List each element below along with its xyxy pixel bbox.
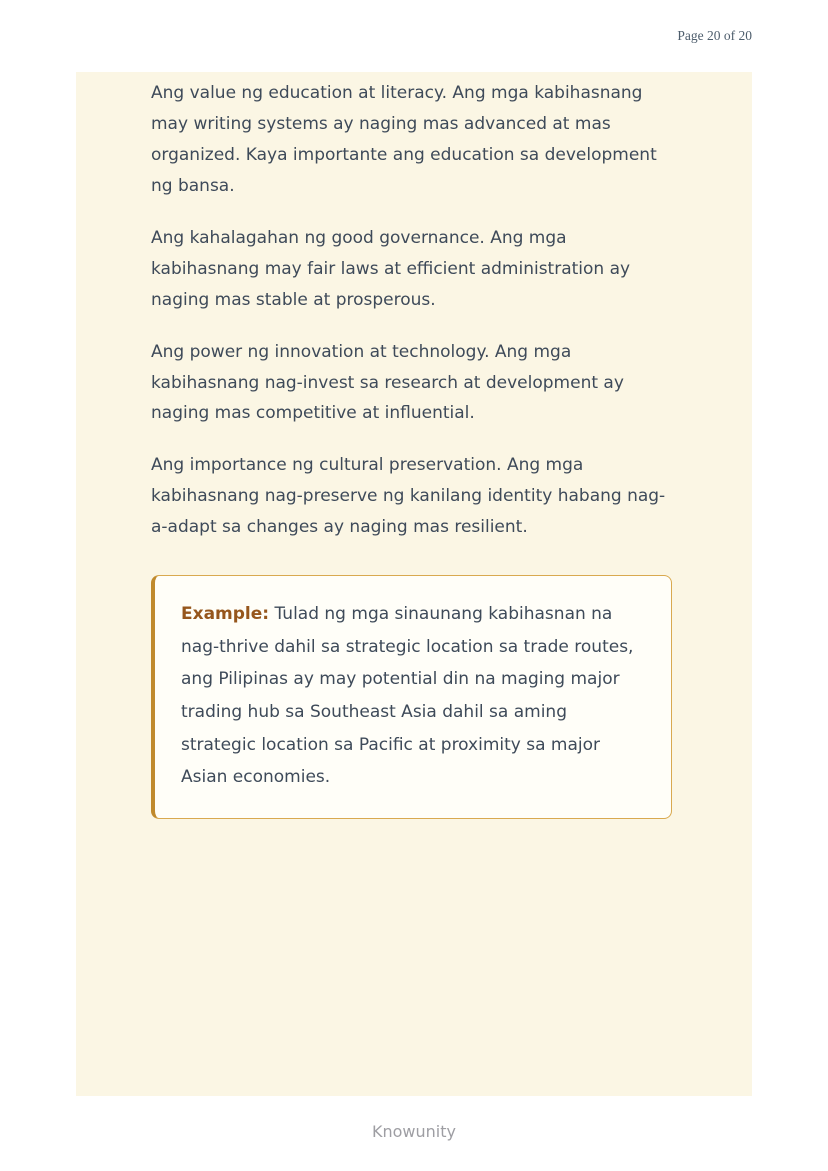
example-box <box>151 575 672 819</box>
footer-brand: Knowunity <box>372 1122 456 1141</box>
content-panel <box>76 72 752 1096</box>
example-paragraph <box>181 598 643 794</box>
paragraph-cultural-preservation: Ang importance ng cultural preservation. Ang mga kabihasnang nag-preserve ng kanilang identity habang nag-a-adapt sa changes ay naging mas resilient. <box>151 455 666 538</box>
example-body-text: Tulad ng mga sinaunang kabihasnan na nag-thrive dahil sa strategic location sa trade routes, ang Pilipinas ay may potential din na maging major trading hub sa Southeast Asia dahil sa aming strategic location sa Pacific at proximity sa major Asian economies. <box>181 604 634 788</box>
paragraph-education-literacy: Ang value ng education at literacy. Ang mga kabihasnang may writing systems ay naging mas advanced at mas organized. Kaya importante ang education sa development ng bansa. <box>151 83 657 196</box>
example-label: Example: <box>181 604 270 625</box>
paragraph-good-governance: Ang kahalagahan ng good governance. Ang mga kabihasnang may fair laws at efficient administration ay naging mas stable at prosperous. <box>151 227 631 310</box>
paragraph-innovation-technology: Ang power ng innovation at technology. Ang mga kabihasnang nag-invest sa research at development ay naging mas competitive at influential. <box>151 341 624 424</box>
page-indicator: Page 20 of 20 <box>677 28 752 43</box>
